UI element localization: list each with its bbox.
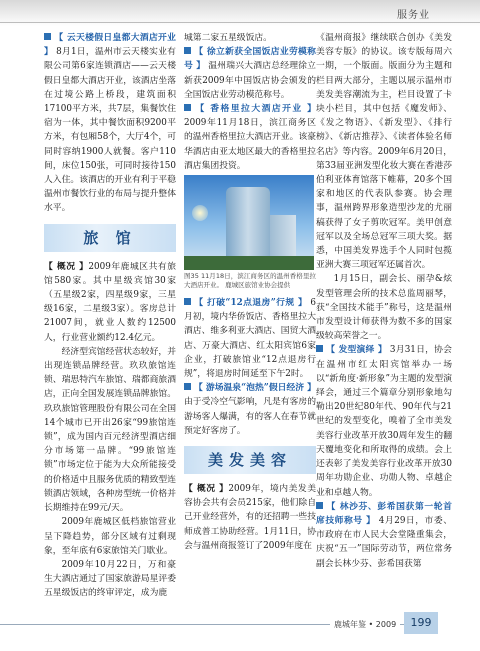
photo-trees xyxy=(184,256,314,270)
paragraph: 经济型宾馆经营状态较好，并出现连锁品牌经营。玖玖旅馆连锁、瑞思特汽车旅馆、瑞都商旅酒店，正向全国发展连锁品牌旅馆。玖玖旅馆管理股份有限公司在全国14个城市已开出26家“99旅馆连锁”，成为国内百元经济型酒店细分市场第一品牌。“99旅馆连锁”市场定位于能为大众所能接受的价格适中且服务优质的精致型连锁酒店领域，各种房型统一价格并长期维持在99元/天。 xyxy=(44,346,176,514)
article-overview-beauty xyxy=(184,482,316,553)
article-body: 3月31日，协会在温州市红太阳宾馆举办一场以“新角度·新形象”为主题的发型演绎会，通过三个篇章分别形象地勾勒出20世纪80年代、90年代与21世纪的发型变化，嗅着了全市美发美容行业改革开放30周年发生的翻天覆地变化和所取得的成绩。会上还表彰了美发美容行业改革开放30周年功勋企业、功勋人物、卓越企业和卓越人物。 xyxy=(316,345,452,498)
article-body: 2009年11月18日，滨江商务区的温州香格里拉大酒店开业。该豪华酒店由亚太地区最大的香格里拉酒店集团投资。 xyxy=(184,118,316,171)
article-body: 8月1日，温州市云天楼实业有限公司第6家连锁酒店——云天楼假日皇都大酒店开业，该酒店坐落在过境公路上桥段，建筑面积17100平方米，共7层，集餐饮住宿为一体，其中餐饮面积9200平方米，有包厢58个，大厅4个，可同时容纳1900人就餐。客户110间，床位150张，可同时接待150人入住。该酒店的开业有利于平稳温州市餐饮行业的布局与提升整体水平。 xyxy=(44,47,176,214)
article-tag: 香格里拉大酒店开业 xyxy=(210,104,303,115)
article-body: 温州瑞兴大酒店总经理徐立新获2009年中国饭店协会颁发的全国饭店业劳动模范称号。 xyxy=(184,61,316,100)
header-rule xyxy=(0,22,480,23)
article-tag: 打破“12点退房”行规 xyxy=(207,298,295,309)
column-2 xyxy=(184,31,316,611)
column-3 xyxy=(316,31,452,611)
square-bullet-icon xyxy=(316,502,323,509)
paragraph: 2009年鹿城区低档旅馆营业呈下降趋势，部分区域有过剩现象，至年底有6家旅馆关门歇业。 xyxy=(44,517,176,556)
photo-sun xyxy=(192,205,208,221)
hotel-photo xyxy=(184,175,314,270)
section-title-hotels: 旅 馆 xyxy=(44,224,176,252)
article-checkout-rule: 【 打破“12点退房”行规 】 6月初，境内华侨饭店、香格里拉大酒店、维多利亚大酒店、国贸大酒店、万豪大酒店、红太阳宾馆6家企业，打破旅馆业“12点退房行规”，将退房时间延至下午2时。 xyxy=(184,298,316,380)
article-body: 2009年鹿城区共有旅馆580家。其中星级宾馆30家（五星级2家，四星级9家，三星级16家，二星级3家）。客房总计21007间，就业人数约12500人，行业营业额约12.4亿元。 xyxy=(44,261,176,343)
photo-building xyxy=(226,187,270,267)
column-1 xyxy=(44,31,176,611)
square-bullet-icon xyxy=(184,104,191,111)
paragraph: 1月15日，副会长、丽孕&炫发型管理会所的技术总监周丽琴，获“全国技术能手”称号，这是温州市发型设计师获得为数不多的国家级较高荣誉之一。 xyxy=(316,274,452,342)
article-tag: 发型演绎 xyxy=(338,345,375,356)
photo-caption: 图35 11月18日，滨江商务区的温州香格里拉大酒店开业。 鹿城区旅馆业协会提供 xyxy=(184,272,316,290)
article-hot-spring: 【 游场温泉“泡热”假日经济 】 由于受冷空气影响，凡是有客房的游场客人爆满，有的客人在春节就预定好客房了。 xyxy=(184,383,316,436)
article-tag: 游场温泉“泡热”假日经济 xyxy=(205,383,305,394)
yearbook-title: 鹿城年鉴 • 2009 xyxy=(330,619,400,630)
article-tag: 徐立新获全国饭店业劳模称号 xyxy=(184,47,316,72)
paragraph: 城第二家五星级饭店。 xyxy=(184,33,272,43)
article-body: 2009年，境内美发美容协会共有会员215家，他们除自己开业经营外，有的还招聘一些技师成普工协助经营。1月11日，协会与温州商报签订了2009年度在 xyxy=(184,484,316,551)
square-bullet-icon xyxy=(184,298,191,305)
article-tag: 【 概况 】 xyxy=(44,261,89,272)
article-hair-show: 【 发型演绎 】 3月31日，协会在温州市红太阳宾馆举办一场以“新角度·新形象”为主题的发型演绎会，通过三个篇章分别形象地勾勒出20世纪80年代、90年代与21世纪的发型变化，嗅着了全市美发美容行业改革开放30周年发生的翻天覆地变化和所取得的成绩。会上还表彰了美发美容行业改革开放30周年功勋企业、功勋人物、卓越企业和卓越人物。 xyxy=(316,345,452,498)
article-tag: 云天楼假日皇都大酒店开业 xyxy=(66,33,176,43)
article-body: 6月初，境内华侨饭店、香格里拉大酒店、维多利亚大酒店、国贸大酒店、万豪大酒店、红太阳宾馆6家企业，打破旅馆业“12点退房行规”，将退房时间延至下午2时。 xyxy=(184,298,316,380)
square-bullet-icon xyxy=(316,345,323,352)
section-label: 服务业 xyxy=(397,10,430,21)
article-tag: 【 概况 】 xyxy=(184,484,229,495)
section-title-beauty: 美发美容 xyxy=(184,446,316,474)
article-body: 由于受冷空气影响，凡是有客房的游场客人爆满，有的客人在春节就预定好客房了。 xyxy=(184,397,316,436)
square-bullet-icon xyxy=(184,383,191,390)
square-bullet-icon xyxy=(184,47,191,54)
article-yuntianlou: 【 云天楼假日皇都大酒店开业 】 8月1日，温州市云天楼实业有限公司第6家连锁酒店——云天楼假日皇都大酒店开业，该酒店坐落在过境公路上桥段，建筑面积17100平方米，共7层，集餐饮住宿为一体，其中餐饮面积9200平方米，有包厢58个，大厅4个，可同时容纳1900人就餐。客户110间，床位150张，可同时接待150人入住。该酒店的开业有利于平稳温州市餐饮行业的布局与提升整体水平。 xyxy=(44,33,176,214)
article-shangri-la: 【 香格里拉大酒店开业 】 2009年11月18日，滨江商务区的温州香格里拉大酒店开业。该豪华酒店由亚太地区最大的香格里拉酒店集团投资。 xyxy=(184,104,316,171)
page-number: 199 xyxy=(404,612,438,634)
square-bullet-icon xyxy=(44,33,51,40)
article-xu-lixin: 【 徐立新获全国饭店业劳模称号 】 温州瑞兴大酒店总经理徐立新获2009年中国饭店协会颁发的全国饭店业劳动模范称号。 xyxy=(184,47,316,100)
article-overview-hotels xyxy=(44,260,176,345)
article-chief-technician: 【 林沙芬、彭希国获第一轮首席技师称号 】 4月29日，市委、市政府在市人民大会堂隆重集会，庆祝“五一”国际劳动节，两位常务副会长林少芬、彭希国获第 xyxy=(316,501,452,569)
article-tag: 林沙芬、彭希国获第一轮首席技师称号 xyxy=(316,501,452,526)
paragraph: 《温州商报》继续联合创办《美发美容专版》的协议。该专版每周六一期，一个版面。版面分为主题和栏目两大部分，主题以展示温州市美发美容潮流为主，栏目设置了卡块小栏目，其中包括《魔发师》、《发之物语》、《新发型》、《排行榜》、《新店推荐》、《读者体验名师名店》等内容。2009年6月20日，第33届亚洲发型化妆大赛在香港莎伯利亚体育馆落下帷幕，20多个国家和地区的代表队参赛。协会理事，温州跨界形象造型沙龙的尤丽稿获得了女子剪吹冠军。美甲创意冠军以及全场总冠军三项大奖。据悉，中国美发界选手个人同时包揽亚洲大赛三项冠军还属首次。 xyxy=(316,33,452,271)
paragraph: 2009年10月22日，万和豪生大酒店通过了国家旅游局星评委五星级饭店的终审评定，成为鹿 xyxy=(44,559,176,599)
article-body: 4月29日，市委、市政府在市人民大会堂隆重集会，庆祝“五一”国际劳动节，两位常务副会长林少芬、彭希国获第 xyxy=(316,515,452,569)
